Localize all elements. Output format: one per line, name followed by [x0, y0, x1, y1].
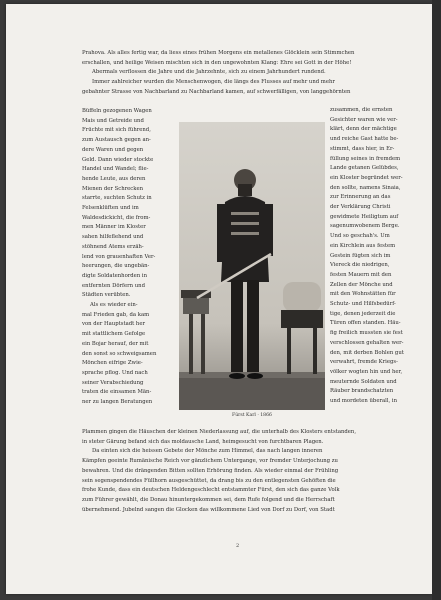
- photo-caption: Fürst Karl · 1866: [232, 413, 272, 418]
- text-line: mal Frieden gab, da kam: [82, 311, 150, 318]
- text-line: lend von grauenhaften Ver-: [82, 253, 156, 260]
- text-line: sprache pflog. Und nach: [82, 369, 148, 376]
- left-column: [82, 107, 176, 408]
- text-line: Plammen gingen die Häuschen der kleinen Niederlassung auf, die unterhalb des Klosters entstanden,: [82, 429, 357, 435]
- text-line: Und so geschah's. Um: [330, 233, 390, 240]
- text-line: Viereck die niedrigen,: [330, 262, 390, 269]
- text-line: Da einten sich die heissen Gebete der Mönche zum Himmel, das nach langen inneren: [92, 448, 323, 455]
- top-paragraph: [82, 49, 428, 98]
- text-line: Kämpfen geeinte Rumänische Reich vor gänzlichem Untergange, vor fremder Unterjochung zu: [82, 458, 338, 465]
- text-line: Früchte mit sich führend,: [82, 127, 151, 134]
- text-line: Mönchen eifrige Zwie-: [82, 360, 143, 367]
- text-line: Städten verübten.: [82, 292, 131, 299]
- text-line: Räuber brandschatzten: [330, 388, 394, 395]
- text-line: den sollte, namens Sinaia,: [330, 184, 401, 191]
- text-line: digte Soldatenhorden in: [82, 272, 148, 279]
- text-line: tige, denen jederzeit die: [330, 310, 396, 317]
- text-line: Prahova. Als alles fertig war, da liess eines frühen Morgens ein metallenes Glöcklein sein Stimmchen: [82, 50, 355, 56]
- text-line: Handel und Wandel; flie-: [82, 166, 149, 173]
- text-line: klärt, denn der mächtige: [330, 126, 397, 133]
- page-number: 2: [236, 543, 240, 549]
- text-line: traten die einsamen Män-: [82, 389, 152, 396]
- text-line: völker wogten hin und her,: [330, 368, 403, 375]
- text-line: ein Bojar herauf, der mit: [82, 340, 149, 347]
- text-line: zur Erinnerung an das: [330, 194, 391, 201]
- text-line: stimmt, dass hier, in Er-: [330, 145, 395, 152]
- text-line: gewidmete Heiligtum auf: [330, 213, 399, 220]
- text-line: men Männer im Kloster: [82, 224, 146, 231]
- text-line: zusammen, die ernsten: [330, 107, 393, 113]
- text-line: Gestein fügten sich im: [330, 252, 391, 259]
- text-line: ner zu langen Beratungen: [82, 399, 153, 406]
- text-line: Lande getanen Gelübdes,: [330, 165, 399, 172]
- text-line: füllung seines in fremdem: [330, 155, 401, 162]
- text-line: erschallen, und heilige Weisen mischten sich in den ungewohnten Klang: Ehre sei Gott in der Höhe!: [82, 59, 352, 66]
- text-line: sein segenspendendes Füllhorn ausgeschüttet, da drang bis zu den entlegensten Gehöften die: [82, 477, 336, 484]
- text-line: Geld. Dann wieder stockte: [82, 156, 154, 163]
- text-line: verwahrt, fremde Kriegs-: [330, 359, 398, 366]
- text-line: zum Austausch gegen an-: [82, 137, 151, 144]
- text-line: den sonst so schweigsamen: [82, 350, 157, 357]
- text-line: zum Führer gewählt, die Donau hinuntergekommen sei, dem Rufe folgend und die Herrschaft: [82, 496, 335, 503]
- text-line: sahen hilfeflehend und: [82, 234, 144, 241]
- portrait-photo: [179, 122, 325, 410]
- text-line: seiner Verabschiedung: [82, 379, 144, 386]
- text-line: bewahren. Und die drängenden Bitten sollten Erhörung finden. Als wieder einmal der Frühling: [82, 467, 339, 474]
- text-line: Immer zahlreicher wurden die Menschenwogen, die längs des Flusses auf mehr und mehr: [92, 79, 335, 86]
- text-line: Zellen der Mönche und: [330, 281, 393, 288]
- text-line: entfernten Dörfern und: [82, 282, 145, 289]
- text-line: dere Waren und gegen: [82, 146, 144, 153]
- text-line: Mienen der Schrecken: [82, 185, 144, 192]
- text-line: Gesichter waren wie ver-: [330, 116, 398, 123]
- text-line: und mordeten überall, in: [330, 398, 398, 405]
- text-line: Als es wieder ein-: [90, 302, 138, 309]
- bottom-paragraph: [82, 428, 428, 515]
- text-line: ein Kirchlein aus festem: [330, 242, 396, 249]
- text-line: hende Leute, aus deren: [82, 175, 146, 182]
- text-line: von der Hauptstadt her: [82, 321, 146, 328]
- text-line: und reiche Gast hatte be-: [330, 136, 399, 143]
- text-line: mit stattlichem Gefolge: [82, 331, 146, 338]
- text-line: Felsenklüften und im: [82, 205, 139, 212]
- text-line: ein Kloster begründet wer-: [330, 174, 403, 181]
- text-line: starrte, suchten Schutz in: [82, 195, 152, 202]
- text-line: Abermals verflossen die Jahre und die Jahrzehnte, sich zu einem Jahrhundert rundend.: [92, 69, 326, 76]
- text-line: in steter Gärung befand sich das moldausche Land, heimgesucht von furchtbaren Plagen.: [82, 438, 324, 445]
- text-line: Schutz- und Hilfsbedürf-: [330, 301, 396, 308]
- text-line: heerungen, die ungebän-: [82, 263, 150, 270]
- text-line: meuternde Soldaten und: [330, 378, 397, 385]
- text-line: mit den Wohnstätten für: [330, 291, 396, 298]
- text-line: stöhnend Atems erzäh-: [82, 243, 144, 250]
- text-line: Waldesdickicht, die from-: [82, 214, 151, 221]
- text-line: der Verklärung Christi: [330, 204, 391, 211]
- text-line: gebahnter Strasse von Nachbarland zu Nachbarland kamen, auf schwerfälligen, von langgehörnten: [82, 88, 351, 95]
- text-line: Mais und Getreide und: [82, 117, 144, 124]
- text-line: Büffeln gezogenen Wagen: [82, 108, 152, 114]
- text-line: festen Mauern mit den: [330, 271, 392, 278]
- text-line: frohe Kunde, dass ein deutschen Heldengeschlecht entstammter Fürst, den sich das ganze Volk: [82, 487, 340, 494]
- text-line: Türen offen standen. Häu-: [330, 320, 401, 327]
- text-line: sagenumwobenem Berge.: [330, 223, 400, 230]
- text-line: fig freilich mussten sie fest: [330, 330, 403, 337]
- text-line: verschlossen gehalten wer-: [330, 339, 404, 346]
- text-line: übernehmend. Jubelnd sangen die Glocken das willkommene Lied von Dorf zu Dorf, von Stadt: [82, 506, 335, 513]
- right-column: [330, 106, 428, 407]
- text-line: den, mit derben Bohlen gut: [330, 349, 404, 356]
- portrait-image: [179, 122, 325, 410]
- book-edge: [432, 0, 441, 600]
